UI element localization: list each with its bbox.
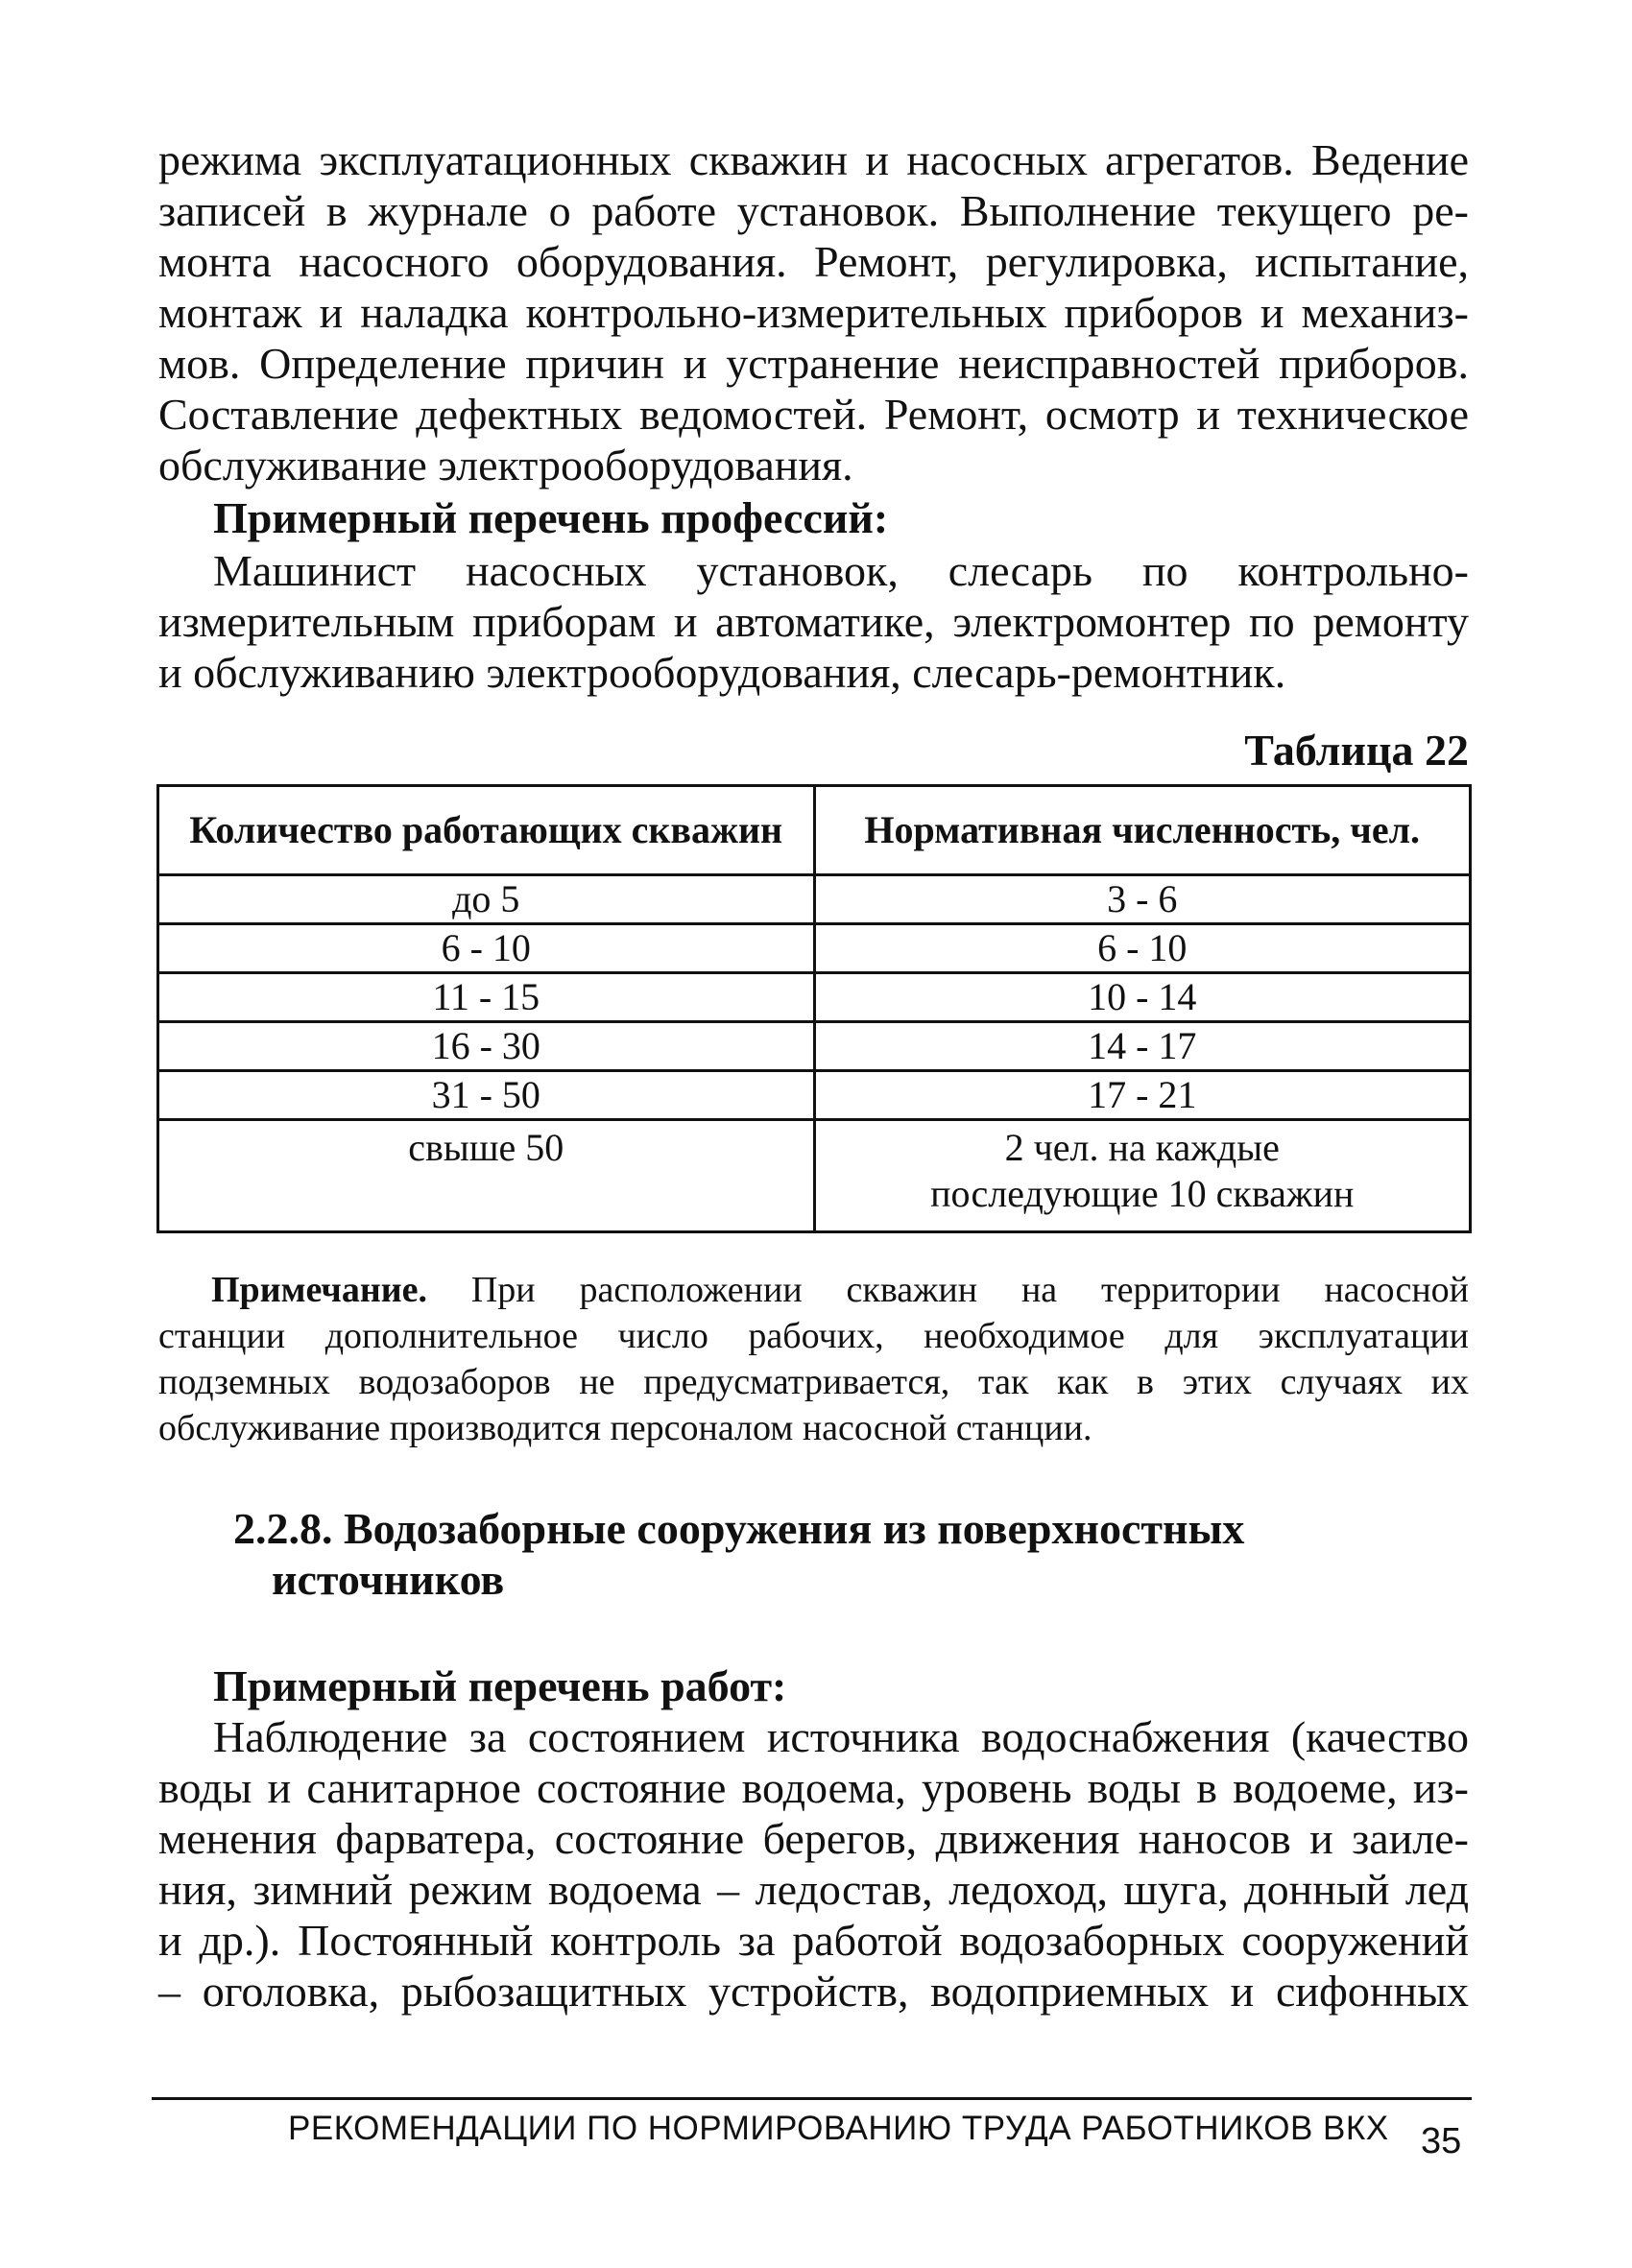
cell-wells: до 5 xyxy=(158,875,815,924)
footer-divider xyxy=(152,2097,1472,2100)
text-line xyxy=(158,1267,1469,1313)
cell-staff-line: 2 чел. на каждые xyxy=(1004,1126,1280,1169)
text-line: подземных водозаборов не предусматривается, так как в этих случаях их xyxy=(158,1362,1469,1402)
text-line: мов. Определение причин и устранение неисправностей приборов. xyxy=(158,339,1469,388)
cell-staff: 14 - 17 xyxy=(814,1022,1471,1071)
table-row xyxy=(158,1071,1471,1120)
cell-staff: 3 - 6 xyxy=(814,875,1471,924)
works-paragraph xyxy=(158,1711,1469,2017)
table-row xyxy=(158,973,1471,1022)
footer-title: РЕКОМЕНДАЦИИ ПО НОРМИРОВАНИЮ ТРУДА РАБОТНИКОВ ВКХ xyxy=(288,2110,1389,2147)
works-heading: Примерный перечень работ: xyxy=(213,1661,787,1710)
column-header-wells: Количество работающих скважин xyxy=(158,786,815,875)
cell-staff: 17 - 21 xyxy=(814,1071,1471,1120)
cell-wells: свыше 50 xyxy=(158,1120,815,1232)
cell-wells: 16 - 30 xyxy=(158,1022,815,1071)
cell-staff xyxy=(814,1120,1471,1232)
table-row xyxy=(158,924,1471,973)
text-line: записей в журнале о работе установок. Выполнение текущего ре- xyxy=(158,186,1469,235)
text-line: измерительным приборам и автоматике, электромонтер по ремонту xyxy=(158,597,1469,646)
cell-staff: 6 - 10 xyxy=(814,924,1471,973)
page-number: 35 xyxy=(1421,2121,1462,2161)
cell-wells: 11 - 15 xyxy=(158,973,815,1022)
column-header-staff: Нормативная численность, чел. xyxy=(814,786,1471,875)
text-line: монтаж и наладка контрольно-измерительных приборов и механиз- xyxy=(158,288,1469,337)
text-line: менения фарватера, состояние берегов, движения наносов и заиле- xyxy=(158,1814,1469,1863)
text-line: монта насосного оборудования. Ремонт, регулировка, испытание, xyxy=(158,237,1469,286)
table-note xyxy=(158,1267,1469,1451)
staffing-norms-table xyxy=(156,784,1472,1233)
text-line: и обслуживанию электрооборудования, слесарь-ремонтник. xyxy=(158,648,1286,697)
text-line: обслуживание производится персоналом насосной станции. xyxy=(158,1408,1092,1448)
section-heading-cont: источников xyxy=(272,1555,505,1604)
professions-heading: Примерный перечень профессий: xyxy=(213,493,889,542)
text-line: обслуживание электрооборудования. xyxy=(158,441,853,489)
table-row xyxy=(158,1120,1471,1232)
text-line: воды и санитарное состояние водоема, уровень воды в водоеме, из- xyxy=(158,1763,1469,1812)
note-text: При расположении скважин на территории насосной xyxy=(470,1270,1469,1310)
text-line: станции дополнительное число рабочих, необходимое для эксплуатации xyxy=(158,1316,1469,1356)
text-line: Составление дефектных ведомостей. Ремонт, осмотр и техническое xyxy=(158,390,1469,439)
intro-paragraph xyxy=(158,134,1469,490)
section-heading: 2.2.8. Водозаборные сооружения из поверхностных xyxy=(233,1504,1245,1553)
table-row xyxy=(158,875,1471,924)
cell-staff-line: последующие 10 скважин xyxy=(930,1172,1355,1215)
table-caption: Таблица 22 xyxy=(1244,726,1469,775)
text-line: Наблюдение за состоянием источника водоснабжения (качество xyxy=(213,1712,1469,1761)
cell-wells: 31 - 50 xyxy=(158,1071,815,1120)
professions-paragraph xyxy=(158,545,1469,698)
text-line: режима эксплуатационных скважин и насосных агрегатов. Ведение xyxy=(158,135,1469,184)
text-line: и др.). Постоянный контроль за работой водозаборных сооружений xyxy=(158,1916,1469,1965)
table-row xyxy=(158,1022,1471,1071)
note-label: Примечание. xyxy=(211,1270,427,1310)
text-line: Машинист насосных установок, слесарь по контрольно- xyxy=(213,546,1469,595)
table-header-row xyxy=(158,786,1471,875)
text-line: – оголовка, рыбозащитных устройств, водоприемных и сифонных xyxy=(158,1967,1469,2016)
cell-staff: 10 - 14 xyxy=(814,973,1471,1022)
cell-wells: 6 - 10 xyxy=(158,924,815,973)
text-line: ния, зимний режим водоема – ледостав, ледоход, шуга, донный лед xyxy=(158,1865,1469,1914)
